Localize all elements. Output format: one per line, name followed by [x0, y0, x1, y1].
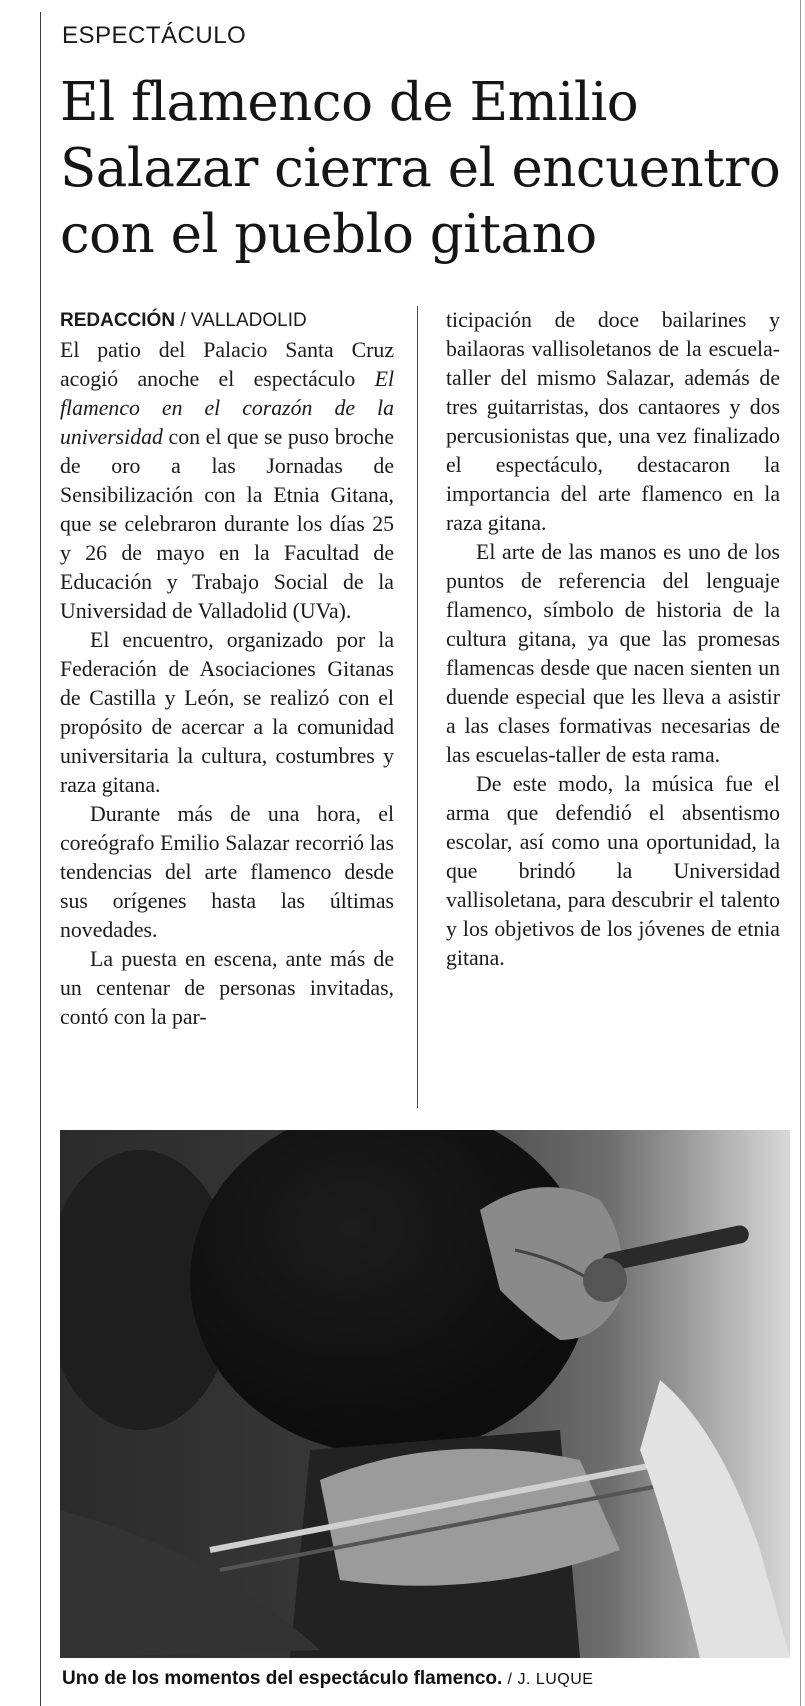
flamenco-performance-photo: [60, 1130, 790, 1658]
article-body: [60, 306, 780, 1032]
paragraph-6: El arte de las manos es uno de los puntos de referencia del lenguaje flamenco, símbolo de historia de la cultura gitana, ya que las promesas flamencas desde que nacen sienten un duende especial que les lleva a asistir a las clases formativas necesarias de las escuelas-taller de esta rama.: [446, 540, 780, 767]
column-right: [446, 306, 780, 1032]
paragraph-1-end: con el que se puso broche de oro a las Jornadas de Sensibilización con la Etnia Gitana, que se celebraron durante los días 25 y 26 de mayo en la Facultad de Educación y Trabajo Social de la Universidad de Valladolid (UVa).: [60, 425, 394, 623]
article-photo: [60, 1130, 790, 1658]
section-label: ESPECTÁCULO: [62, 22, 247, 49]
page-left-rule: [40, 12, 41, 1706]
page-right-rule: [800, 0, 801, 1706]
paragraph-1: [60, 336, 394, 626]
paragraph-7: De este modo, la música fue el arma que defendió el absentismo escolar, así como una oportunidad, la que brindó la Universidad vallisoletana, para descubrir el talento y los objetivos de los jóvenes de etnia gitana.: [446, 772, 780, 970]
paragraph-4: La puesta en escena, ante más de un centenar de personas invitadas, contó con la par-: [60, 947, 394, 1029]
byline-author: REDACCIÓN: [60, 310, 176, 331]
paragraph-3: Durante más de una hora, el coreógrafo Emilio Salazar recorrió las tendencias del arte flamenco desde sus orígenes hasta las últimas novedades.: [60, 802, 394, 942]
paragraph-2: El encuentro, organizado por la Federación de Asociaciones Gitanas de Castilla y León, se realizó con el propósito de acercar a la comunidad universitaria la cultura, costumbres y raza gitana.: [60, 628, 394, 797]
paragraph-1-start: El patio del Palacio Santa Cruz acogió anoche el espectáculo: [60, 338, 394, 391]
photo-caption: [62, 1668, 593, 1690]
column-left: [60, 306, 394, 1032]
photo-credit: / J. LUQUE: [507, 1671, 594, 1688]
article-headline: El flamenco de Emilio Salazar cierra el encuentro con el pueblo gitano: [60, 72, 781, 265]
show-title: El flamenco en el corazón de la universidad: [60, 367, 394, 449]
byline: [60, 306, 394, 336]
byline-location: / VALLADOLID: [180, 310, 307, 331]
caption-text: Uno de los momentos del espectáculo flamenco.: [62, 1668, 503, 1689]
paragraph-5: ticipación de doce bailarines y bailaoras vallisoletanos de la escuela-taller del mismo Salazar, además de tres guitarristas, dos cantaores y dos percusionistas que, una vez finalizado el espectáculo, destacaron la importancia del arte flamenco en la raza gitana.: [446, 308, 780, 535]
